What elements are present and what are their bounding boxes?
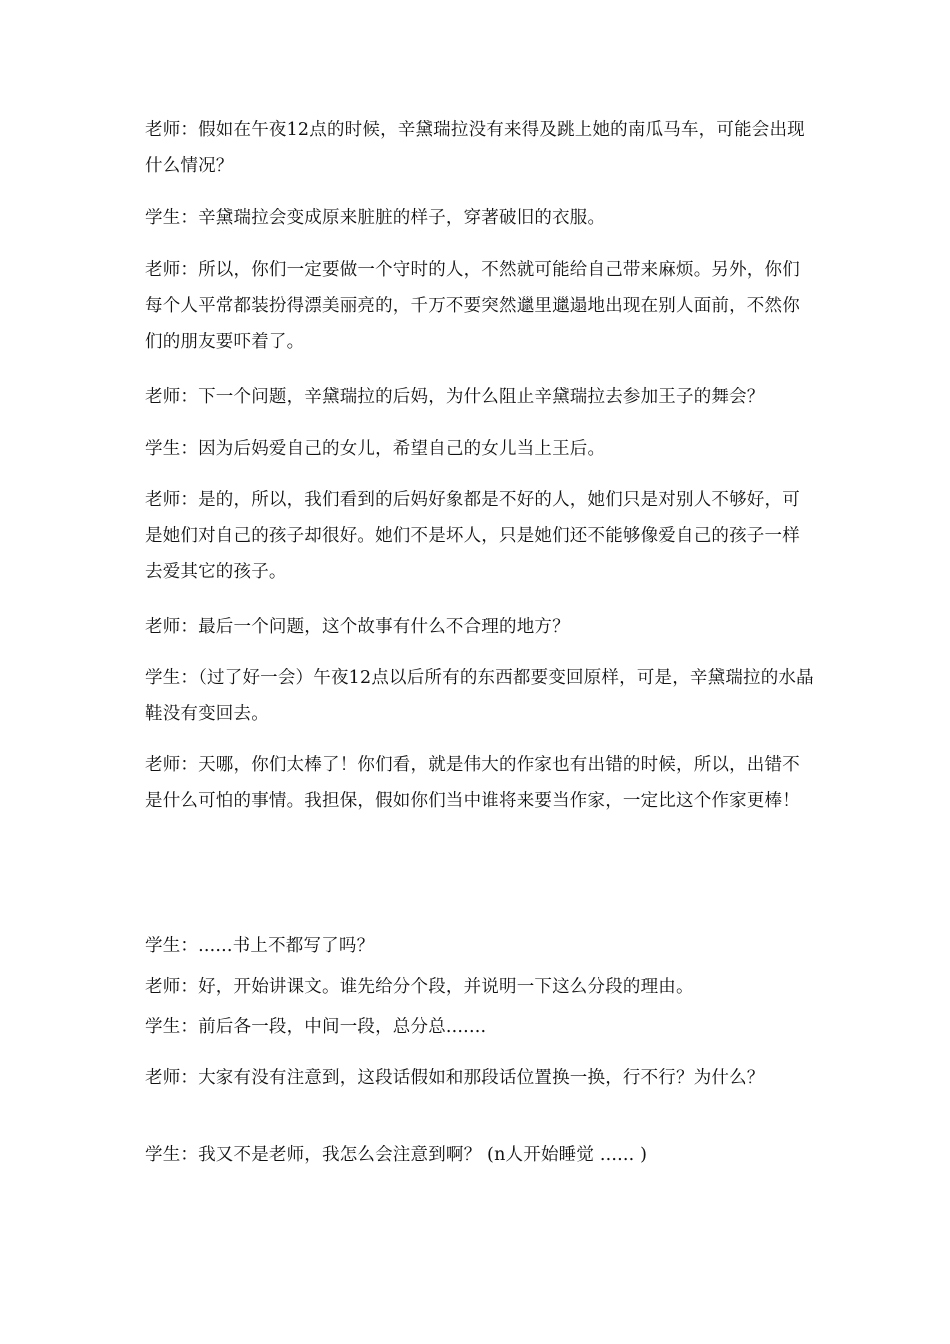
dialogue-line-student-2: 学生：因为后妈爱自己的女儿，希望自己的女儿当上王后。: [145, 439, 606, 459]
dialogue-line-student-6: 学生：我又不是老师，我怎么会注意到啊？ (n人开始睡觉 ...... ): [145, 1145, 648, 1165]
dialogue-line-student-3: 学生：（过了好一会）午夜12点以后所有的东西都要变回原样，可是，辛黛瑞拉的水晶鞋没有变回去。: [145, 668, 814, 724]
dialogue-line-teacher-8: 老师：大家有没有注意到，这段话假如和那段话位置换一换，行不行？为什么？: [145, 1068, 765, 1088]
dialogue-line-student-5: 学生：前后各一段，中间一段，总分总.......: [145, 1017, 487, 1037]
dialogue-line-teacher-6: 老师：天哪，你们太棒了！你们看，就是伟大的作家也有出错的时候，所以，出错不是什么可怕的事情。我担保，假如你们当中谁将来要当作家，一定比这个作家更棒！: [145, 755, 800, 811]
dialogue-line-teacher-5: 老师：最后一个问题，这个故事有什么不合理的地方？: [145, 617, 570, 637]
dialogue-line-student-4: 学生：......书上不都写了吗？: [145, 936, 375, 956]
dialogue-line-teacher-7: 老师：好，开始讲课文。谁先给分个段，并说明一下这么分段的理由。: [145, 977, 694, 997]
dialogue-line-student-1: 学生：辛黛瑞拉会变成原来脏脏的样子，穿著破旧的衣服。: [145, 208, 606, 228]
dialogue-line-teacher-2: 老师：所以，你们一定要做一个守时的人，不然就可能给自己带来麻烦。另外，你们每个人平常都装扮得漂美丽亮的，千万不要突然邋里邋遢地出现在别人面前，不然你们的朋友要吓着了。: [145, 260, 800, 352]
dialogue-line-teacher-1: 老师：假如在午夜12点的时候，辛黛瑞拉没有来得及跳上她的南瓜马车，可能会出现什么情况？: [145, 120, 805, 176]
dialogue-line-teacher-4: 老师：是的，所以，我们看到的后妈好象都是不好的人，她们只是对别人不够好，可是她们对自己的孩子却很好。她们不是坏人，只是她们还不能够像爱自己的孩子一样去爱其它的孩子。: [145, 490, 800, 582]
dialogue-line-teacher-3: 老师：下一个问题，辛黛瑞拉的后妈，为什么阻止辛黛瑞拉去参加王子的舞会？: [145, 387, 765, 407]
